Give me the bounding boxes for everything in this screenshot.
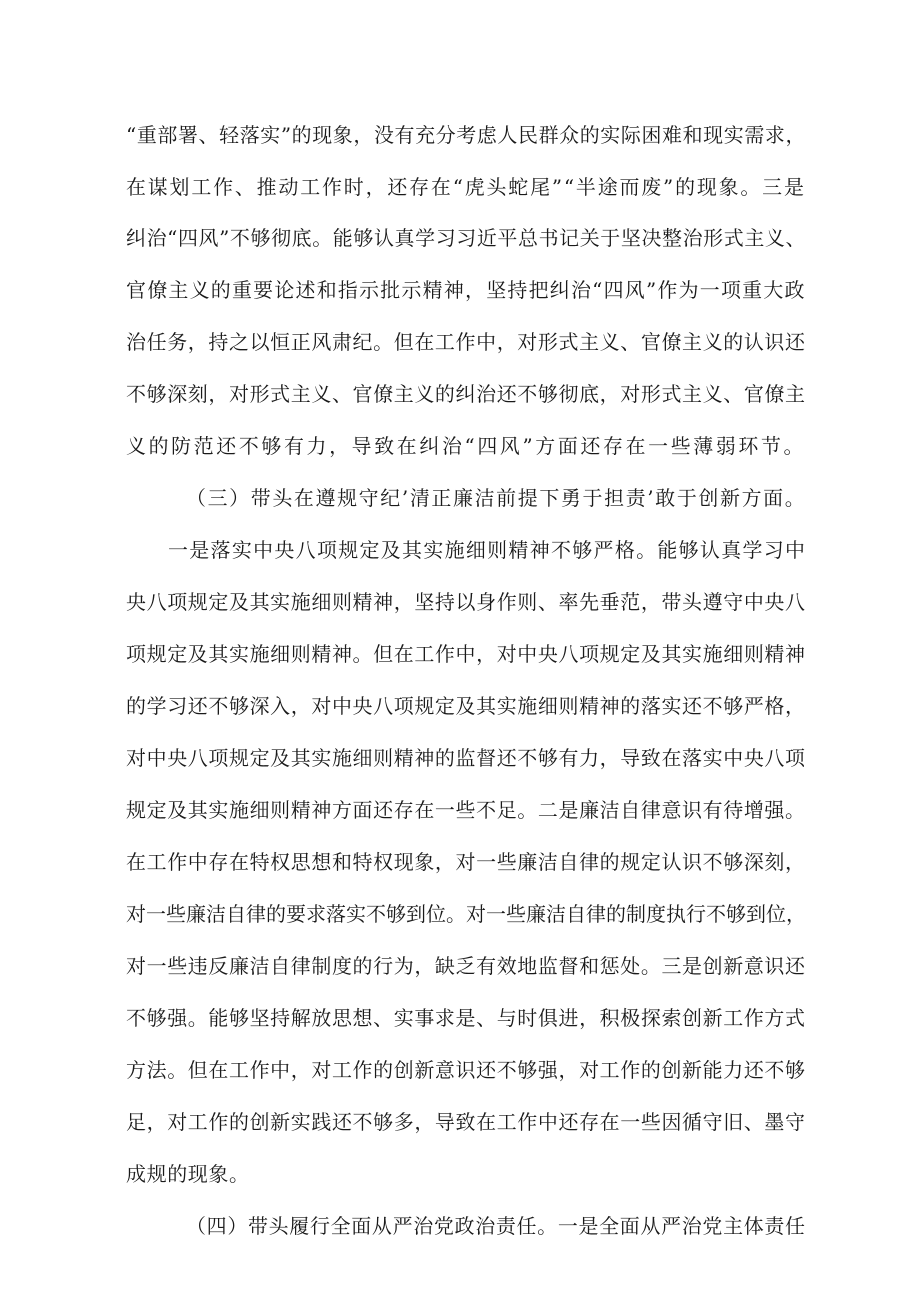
text-line: 治任务，持之以恒正风肃纪。但在工作中，对形式主义、官僚主义的认识还 [126,330,806,354]
text-line: 对一些廉洁自律的要求落实不够到位。对一些廉洁自律的制度执行不够到位， [126,902,806,926]
text-line: 项规定及其实施细则精神。但在工作中，对中央八项规定及其实施细则精神 [126,642,806,666]
text-line: 官僚主义的重要论述和指示批示精神，坚持把纠治“四风”作为一项重大政 [126,278,806,302]
text-line: 对中央八项规定及其实施细则精神的监督还不够有力，导致在落实中央八项 [126,746,806,770]
section-heading: （三）带头在遵规守纪’清正廉洁前提下勇于担责’敢于创新方面。 [186,486,807,510]
text-line: 义的防范还不够有力，导致在纠治“四风”方面还存在一些薄弱环节。 [126,434,807,458]
text-line: 纠治“四风”不够彻底。能够认真学习习近平总书记关于坚决整治形式主义、 [126,226,807,250]
text-line: 对一些违反廉洁自律制度的行为，缺乏有效地监督和惩处。三是创新意识还 [126,954,806,978]
text-line: 足，对工作的创新实践还不够多，导致在工作中还存在一些因循守旧、墨守 [126,1110,806,1134]
text-line: 不够深刻，对形式主义、官僚主义的纠治还不够彻底，对形式主义、官僚主 [126,382,806,406]
text-line: 成规的现象。 [126,1162,250,1186]
text-line: 在谋划工作、推动工作时，还存在“虎头蛇尾”“半途而废”的现象。三是 [126,175,806,199]
text-line: 央八项规定及其实施细则精神，坚持以身作则、率先垂范，带头遵守中央八 [126,590,806,614]
text-line: “重部署、轻落实”的现象，没有充分考虑人民群众的实际困难和现实需求， [126,123,807,147]
paragraph-first-line: 一是落实中央八项规定及其实施细则精神不够严格。能够认真学习中 [168,538,807,562]
text-line: 的学习还不够深入，对中央八项规定及其实施细则精神的落实还不够严格， [126,694,806,718]
section-heading: （四）带头履行全面从严治党政治责任。一是全面从严治党主体责任 [186,1214,806,1238]
text-line: 规定及其实施细则精神方面还存在一些不足。二是廉洁自律意识有待增强。 [126,798,806,822]
text-line: 方法。但在工作中，对工作的创新意识还不够强，对工作的创新能力还不够 [126,1058,806,1082]
text-line: 在工作中存在特权思想和特权现象，对一些廉洁自律的规定认识不够深刻， [126,850,806,874]
text-line: 不够强。能够坚持解放思想、实事求是、与时俱进，积极探索创新工作方式 [126,1006,806,1030]
